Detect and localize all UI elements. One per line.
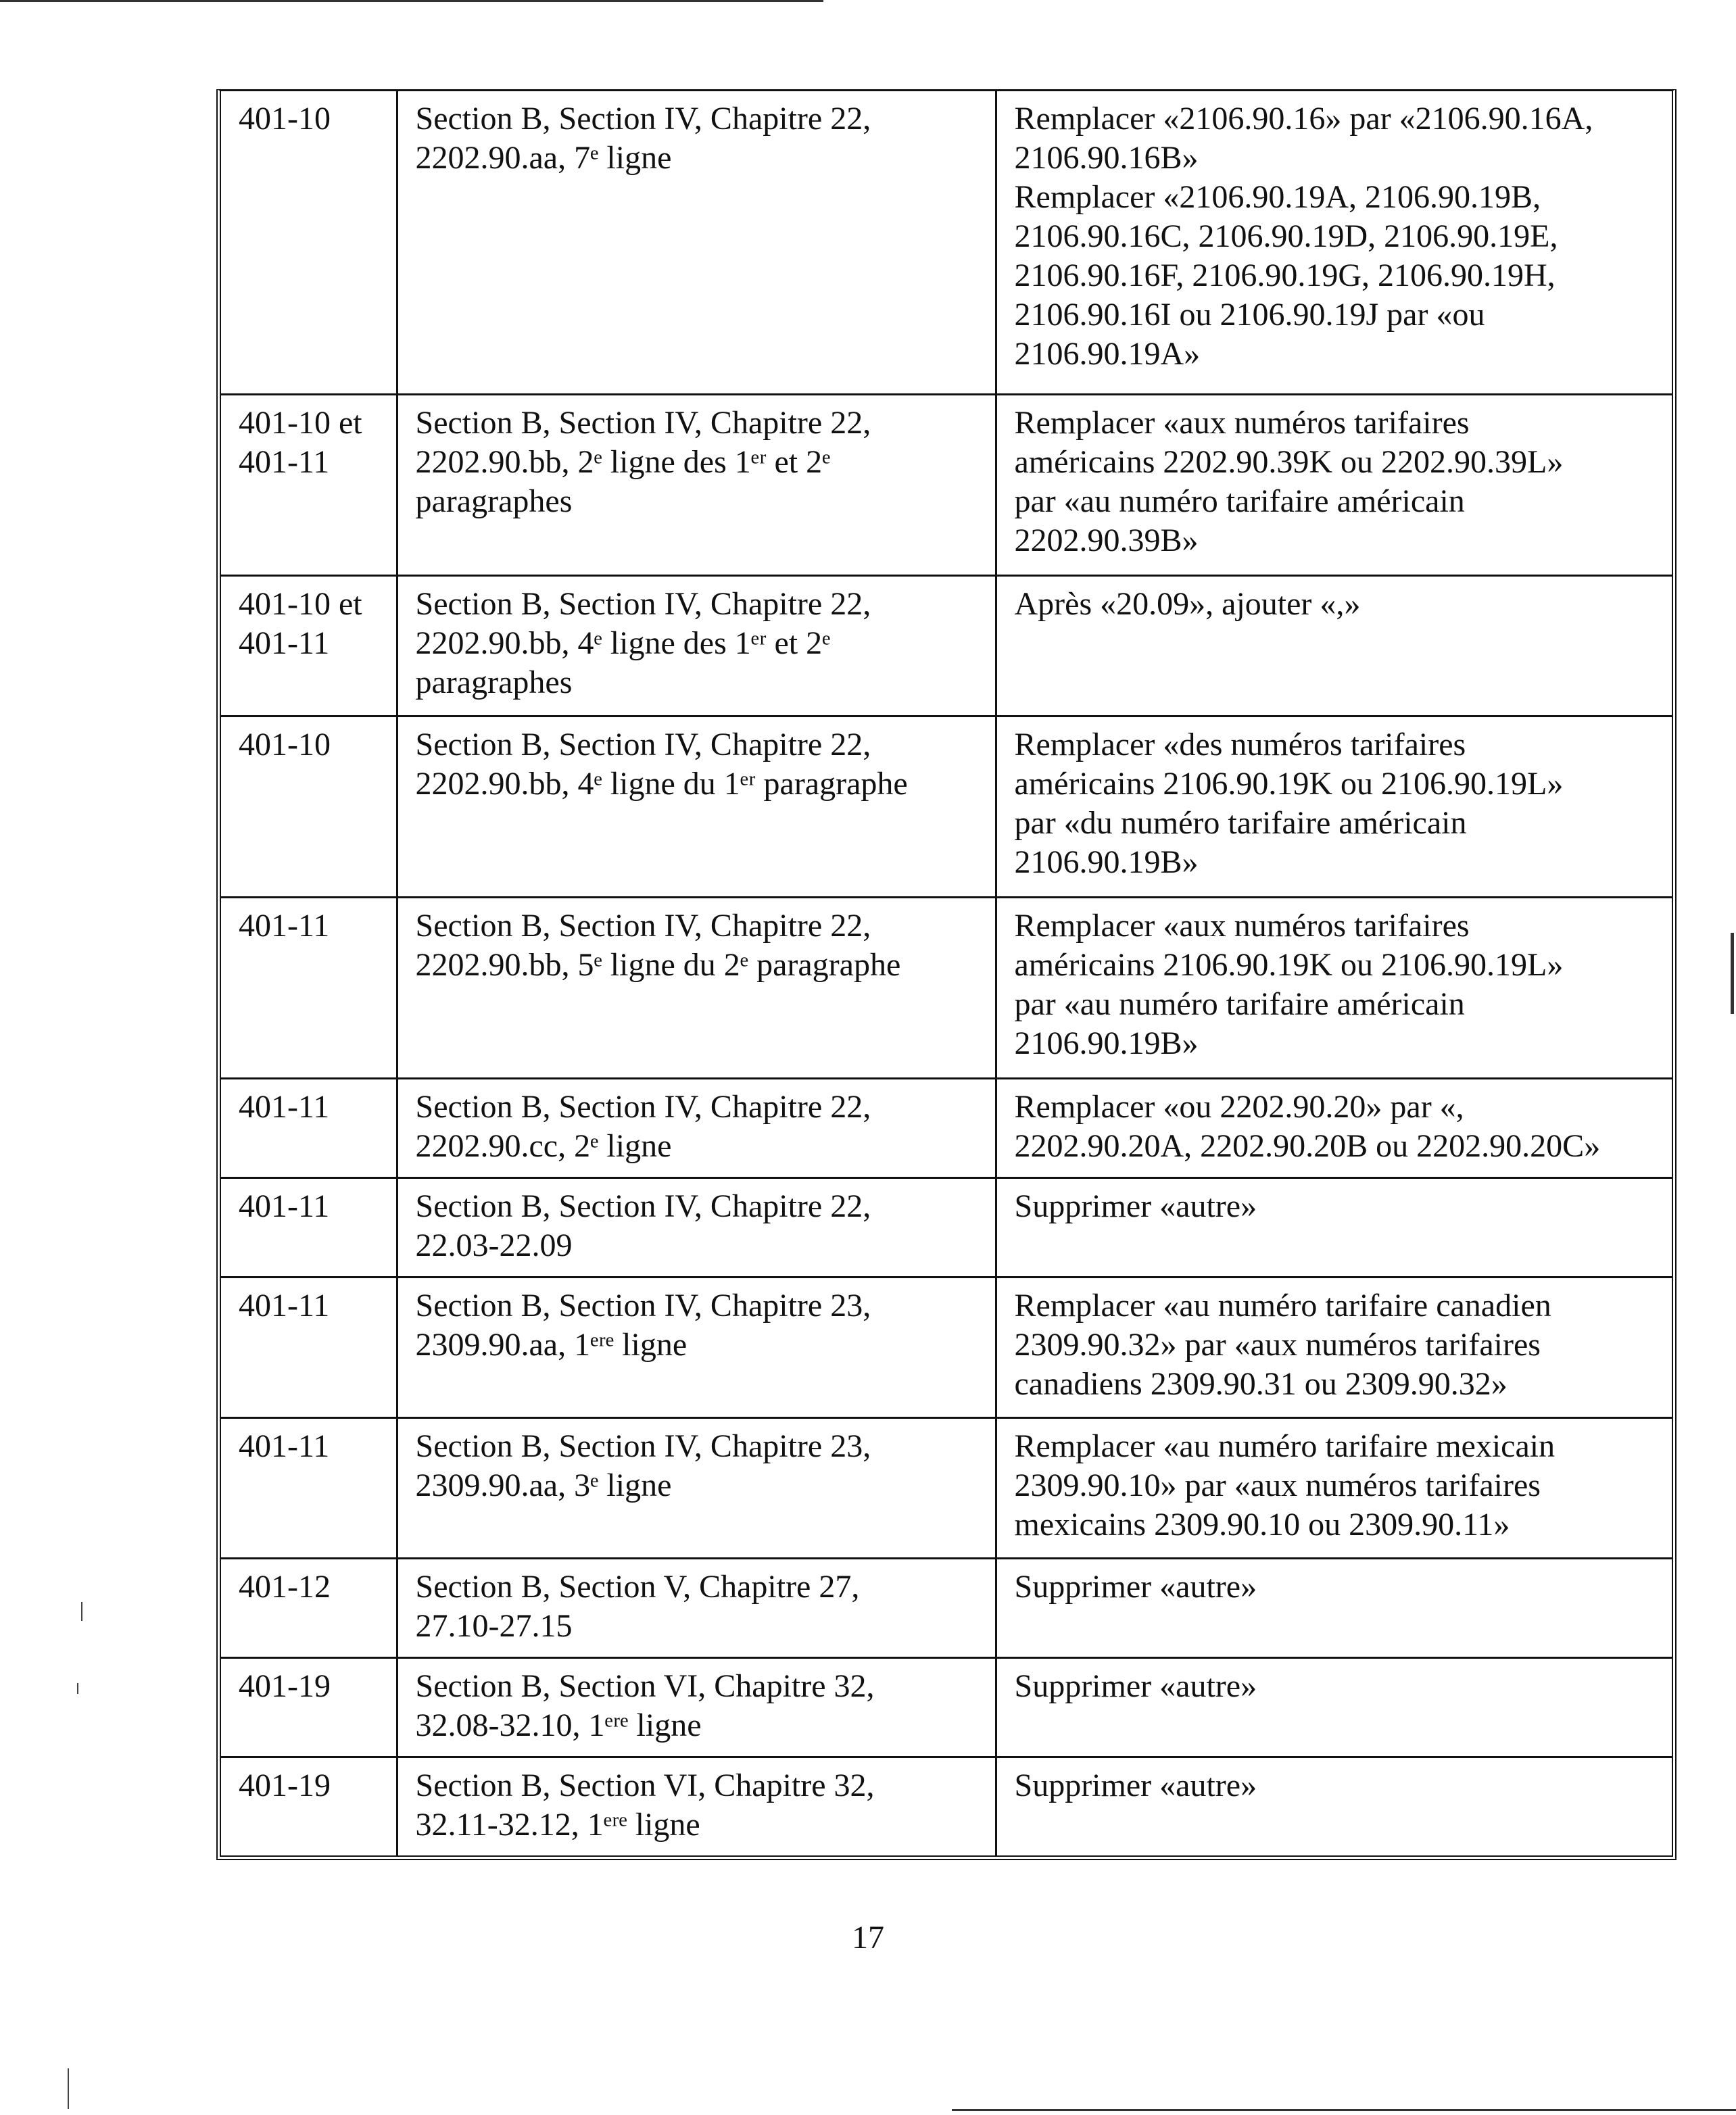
scan-speck <box>81 1602 82 1621</box>
reference-line: Section B, Section IV, Chapitre 22, <box>415 404 871 441</box>
table-row <box>221 394 1672 575</box>
reference-cell <box>397 394 996 575</box>
scan-border-top <box>0 0 823 2</box>
amendment-cell <box>996 1558 1672 1657</box>
page-number: 17 <box>852 1920 884 1955</box>
amendment-line: 2106.90.16B» <box>1014 140 1199 176</box>
amendment-line: Remplacer «aux numéros tarifaires <box>1014 907 1470 944</box>
article-cell <box>221 1757 397 1855</box>
reference-line: 2202.90.aa, 7ᵉ ligne <box>415 140 672 176</box>
article-line: 401-19 <box>239 1668 331 1704</box>
scan-speck <box>68 2068 69 2109</box>
reference-line: Section B, Section VI, Chapitre 32, <box>415 1767 875 1803</box>
reference-line: Section B, Section IV, Chapitre 22, <box>415 907 871 944</box>
table-row <box>221 716 1672 897</box>
amendment-cell <box>996 716 1672 897</box>
reference-line: 27.10-27.15 <box>415 1607 573 1644</box>
reference-cell <box>397 1178 996 1278</box>
article-cell <box>221 1178 397 1278</box>
table-row <box>221 1657 1672 1757</box>
scan-speck <box>77 1683 78 1694</box>
amendment-line: Supprimer «autre» <box>1014 1568 1257 1605</box>
amendment-line: américains 2202.90.39K ou 2202.90.39L» <box>1014 443 1564 480</box>
reference-line: 32.11-32.12, 1ᵉʳᵉ ligne <box>415 1806 700 1843</box>
table-row <box>221 1417 1672 1558</box>
amendment-line: 2106.90.19A» <box>1014 336 1201 372</box>
amendment-line: 2106.90.19B» <box>1014 844 1199 880</box>
reference-line: Section B, Section IV, Chapitre 22, <box>415 1088 871 1125</box>
reference-line: 22.03-22.09 <box>415 1227 573 1264</box>
reference-line: Section B, Section V, Chapitre 27, <box>415 1568 860 1605</box>
table-body <box>221 91 1672 1855</box>
article-line: 401-11 <box>239 443 330 480</box>
amendment-line: 2309.90.32» par «aux numéros tarifaires <box>1014 1327 1541 1363</box>
amendment-line: 2202.90.20A, 2202.90.20B ou 2202.90.20C» <box>1014 1127 1601 1164</box>
reference-cell <box>397 1078 996 1177</box>
amendment-cell <box>996 91 1672 394</box>
table-row <box>221 91 1672 394</box>
article-line: 401-11 <box>239 907 330 944</box>
article-cell <box>221 394 397 575</box>
reference-line: 2202.90.bb, 5ᵉ ligne du 2ᵉ paragraphe <box>415 946 901 983</box>
reference-line: 2202.90.bb, 2ᵉ ligne des 1ᵉʳ et 2ᵉ <box>415 443 831 480</box>
article-line: 401-10 <box>239 101 331 137</box>
amendment-line: 2106.90.16I ou 2106.90.19J par «ou <box>1014 297 1485 333</box>
reference-line: 2202.90.cc, 2ᵉ ligne <box>415 1127 672 1164</box>
article-line: 401-10 <box>239 726 331 762</box>
reference-cell <box>397 897 996 1078</box>
table-row <box>221 1757 1672 1855</box>
reference-line: Section B, Section IV, Chapitre 23, <box>415 1428 871 1464</box>
amendment-line: 2106.90.16C, 2106.90.19D, 2106.90.19E, <box>1014 218 1558 254</box>
article-line: 401-10 et <box>239 585 362 622</box>
reference-cell <box>397 575 996 716</box>
amendment-cell <box>996 394 1672 575</box>
reference-cell <box>397 716 996 897</box>
article-cell <box>221 575 397 716</box>
amendment-line: Supprimer «autre» <box>1014 1668 1257 1704</box>
amendment-line: par «au numéro tarifaire américain <box>1014 986 1465 1022</box>
article-cell <box>221 897 397 1078</box>
amendment-cell <box>996 575 1672 716</box>
table-row <box>221 897 1672 1078</box>
amendment-line: américains 2106.90.19K ou 2106.90.19L» <box>1014 946 1564 983</box>
amendment-line: Remplacer «2106.90.19A, 2106.90.19B, <box>1014 179 1541 215</box>
reference-cell <box>397 91 996 394</box>
reference-line: Section B, Section IV, Chapitre 23, <box>415 1288 871 1324</box>
amendment-line: Supprimer «autre» <box>1014 1767 1257 1803</box>
article-line: 401-11 <box>239 1288 330 1324</box>
amendment-cell <box>996 1757 1672 1855</box>
reference-line: paragraphes <box>415 483 573 519</box>
table-row <box>221 1178 1672 1278</box>
article-cell <box>221 1558 397 1657</box>
reference-line: 2202.90.bb, 4ᵉ ligne des 1ᵉʳ et 2ᵉ <box>415 625 831 661</box>
article-cell <box>221 1078 397 1177</box>
amendment-line: Après «20.09», ajouter «,» <box>1014 585 1361 622</box>
reference-line: 2202.90.bb, 4ᵉ ligne du 1ᵉʳ paragraphe <box>415 765 908 802</box>
article-cell <box>221 91 397 394</box>
article-cell <box>221 716 397 897</box>
amendment-line: mexicains 2309.90.10 ou 2309.90.11» <box>1014 1506 1510 1542</box>
amendment-line: américains 2106.90.19K ou 2106.90.19L» <box>1014 765 1564 802</box>
article-cell <box>221 1278 397 1418</box>
amendment-cell <box>996 1278 1672 1418</box>
amendment-line: Remplacer «2106.90.16» par «2106.90.16A, <box>1014 101 1593 137</box>
article-line: 401-10 et <box>239 404 362 441</box>
reference-cell <box>397 1657 996 1757</box>
reference-line: 2309.90.aa, 3ᵉ ligne <box>415 1467 672 1503</box>
reference-line: Section B, Section IV, Chapitre 22, <box>415 726 871 762</box>
article-line: 401-11 <box>239 625 330 661</box>
article-line: 401-11 <box>239 1428 330 1464</box>
table-row <box>221 1278 1672 1418</box>
article-line: 401-11 <box>239 1088 330 1125</box>
reference-line: paragraphes <box>415 664 573 700</box>
amendment-line: Remplacer «des numéros tarifaires <box>1014 726 1466 762</box>
amendment-cell <box>996 897 1672 1078</box>
article-line: 401-19 <box>239 1767 331 1803</box>
amendment-line: Remplacer «ou 2202.90.20» par «, <box>1014 1088 1464 1125</box>
table-row <box>221 575 1672 716</box>
amendment-line: par «au numéro tarifaire américain <box>1014 483 1465 519</box>
amendment-cell <box>996 1657 1672 1757</box>
amendment-cell <box>996 1078 1672 1177</box>
amendment-cell <box>996 1178 1672 1278</box>
amendments-table <box>216 89 1677 1860</box>
scan-border-bottom <box>952 2109 1736 2111</box>
amendment-line: Remplacer «au numéro tarifaire canadien <box>1014 1288 1551 1324</box>
article-line: 401-11 <box>239 1188 330 1225</box>
reference-cell <box>397 1558 996 1657</box>
table-row <box>221 1078 1672 1177</box>
table-row <box>221 1558 1672 1657</box>
reference-line: 2309.90.aa, 1ᵉʳᵉ ligne <box>415 1327 688 1363</box>
amendment-line: Remplacer «au numéro tarifaire mexicain <box>1014 1428 1556 1464</box>
scan-edge-mark <box>1731 933 1734 1014</box>
reference-cell <box>397 1278 996 1418</box>
amendment-line: 2309.90.10» par «aux numéros tarifaires <box>1014 1467 1541 1503</box>
reference-line: Section B, Section IV, Chapitre 22, <box>415 101 871 137</box>
amendment-line: Remplacer «aux numéros tarifaires <box>1014 404 1470 441</box>
amendment-line: 2202.90.39B» <box>1014 522 1199 558</box>
reference-cell <box>397 1417 996 1558</box>
reference-line: Section B, Section VI, Chapitre 32, <box>415 1668 875 1704</box>
amendment-line: canadiens 2309.90.31 ou 2309.90.32» <box>1014 1366 1508 1403</box>
article-cell <box>221 1657 397 1757</box>
reference-line: 32.08-32.10, 1ᵉʳᵉ ligne <box>415 1707 702 1743</box>
amendment-line: Supprimer «autre» <box>1014 1188 1257 1225</box>
reference-line: Section B, Section IV, Chapitre 22, <box>415 1188 871 1225</box>
amendment-line: 2106.90.19B» <box>1014 1025 1199 1061</box>
reference-line: Section B, Section IV, Chapitre 22, <box>415 585 871 622</box>
amendment-line: 2106.90.16F, 2106.90.19G, 2106.90.19H, <box>1014 258 1556 293</box>
amendment-line: par «du numéro tarifaire américain <box>1014 804 1467 841</box>
article-line: 401-12 <box>239 1568 331 1605</box>
reference-cell <box>397 1757 996 1855</box>
amendment-cell <box>996 1417 1672 1558</box>
article-cell <box>221 1417 397 1558</box>
